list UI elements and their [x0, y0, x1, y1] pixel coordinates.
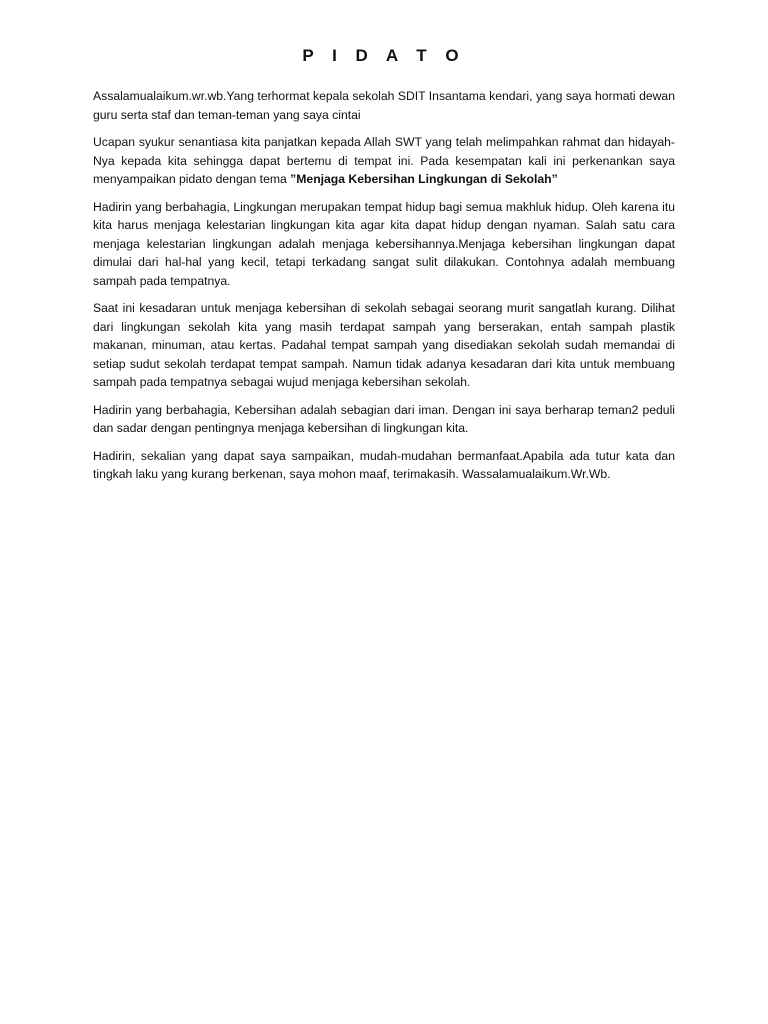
- speech-theme: ”Menjaga Kebersihan Lingkungan di Sekolah”: [290, 172, 558, 186]
- paragraph-cleanliness: [93, 401, 675, 438]
- paragraph-text: Assalamualaikum.wr.wb.Yang terhormat kepala sekolah SDIT Insantama kendari, yang saya hormati dewan guru serta staf dan teman-teman yang saya cintai: [93, 89, 675, 122]
- paragraph-text: Saat ini kesadaran untuk menjaga kebersihan di sekolah sebagai seorang murit sangatlah kurang. Dilihat dari lingkungan sekolah kita yang masih terdapat sampah yang berserakan, entah sampah plastik makanan, minuman, atau kertas. Padahal tempat sampah yang disediakan sekolah sudah memandai di setiap sudut sekolah terdapat tempat sampah. Namun tidak adanya kesadaran dari kita untuk membuang sampah pada tempatnya sebagai wujud menjaga kebersihan sekolah.: [93, 301, 675, 389]
- paragraph-greeting: [93, 87, 675, 124]
- document-body: [93, 87, 675, 484]
- paragraph-text: Ucapan syukur senantiasa kita panjatkan kepada Allah SWT yang telah melimpahkan rahmat dan hidayah-Nya kepada kita sehingga dapat bertemu di tempat ini. Pada kesempatan kali ini perkenankan saya menyampaikan pidato dengan tema: [93, 135, 675, 186]
- paragraph-text: Hadirin yang berbahagia, Kebersihan adalah sebagian dari iman. Dengan ini saya berharap teman2 peduli dan sadar dengan pentingnya menjaga kebersihan di lingkungan kita.: [93, 402, 675, 435]
- paragraph-closing: [93, 447, 675, 484]
- document-title: P I D A T O: [302, 46, 466, 65]
- paragraph-environment: [93, 198, 675, 291]
- paragraph-text: Hadirin yang berbahagia, Lingkungan merupakan tempat hidup bagi semua makhluk hidup. Oleh karena itu kita harus menjaga kelestarian lingkungan kita agar kita dapat hidup dengan nyaman. Salah satu cara menjaga kelestarian lingkungan adalah menjaga kebersihannya.Menjaga kebersihan lingkungan dapat dimulai dari hal-hal yang kecil, tetapi terkadang sangat sulit dilakukan. Contohnya adalah membuang sampah pada tempatnya.: [93, 199, 675, 288]
- paragraph-text: Hadirin, sekalian yang dapat saya sampaikan, mudah-mudahan bermanfaat.Apabila ada tutur kata dan tingkah laku yang kurang berkenan, saya mohon maaf, terimakasih. Wassalamualaikum.Wr.Wb.: [93, 448, 675, 481]
- paragraph-awareness: [93, 299, 675, 392]
- paragraph-gratitude: [93, 133, 675, 189]
